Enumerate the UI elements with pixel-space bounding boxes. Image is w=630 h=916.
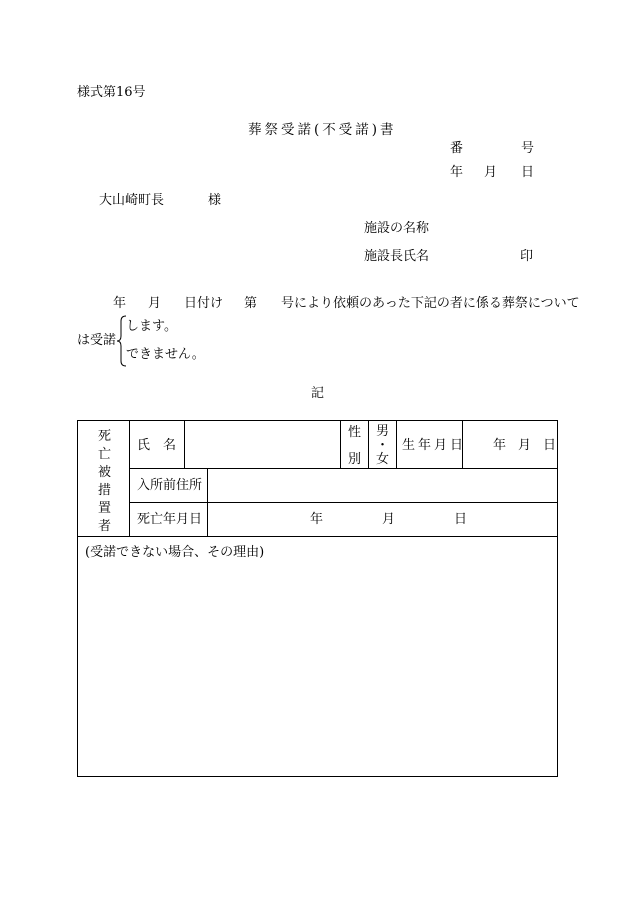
form-number: 様式第16号 bbox=[77, 85, 146, 100]
birthdate-month: 月 bbox=[518, 438, 532, 453]
deceased-label-char: 亡 bbox=[98, 447, 112, 462]
death-date-day: 日 bbox=[454, 512, 468, 527]
seal-mark: 印 bbox=[520, 249, 534, 264]
col-divider bbox=[396, 421, 397, 468]
death-date-label: 死亡年月日 bbox=[137, 512, 203, 527]
deceased-info-table bbox=[77, 420, 558, 777]
birthdate-label: 生年月日 bbox=[402, 438, 467, 453]
ki-heading: 記 bbox=[311, 386, 325, 401]
director-name-label: 施設長氏名 bbox=[364, 249, 430, 264]
body-prefix: は受諾 bbox=[77, 333, 117, 348]
option-accept: します。 bbox=[126, 319, 177, 334]
deceased-label-char: 者 bbox=[98, 519, 112, 534]
deceased-label-char: 死 bbox=[98, 429, 112, 444]
sex-option-dot: ・ bbox=[376, 438, 390, 453]
body-text: 号により依頼のあった下記の者に係る葬祭について bbox=[281, 296, 580, 311]
name-label: 氏 名 bbox=[137, 438, 177, 453]
body-dai: 第 bbox=[244, 296, 258, 311]
death-date-month: 月 bbox=[382, 512, 396, 527]
deceased-label-char: 被 bbox=[98, 465, 112, 480]
col-divider bbox=[184, 421, 185, 468]
document-title: 葬祭受諾(不受諾)書 bbox=[248, 122, 397, 138]
reason-field[interactable] bbox=[85, 566, 550, 766]
col-divider bbox=[368, 421, 369, 468]
name-field[interactable] bbox=[263, 439, 340, 453]
sex-label-char: 性 bbox=[348, 425, 362, 440]
death-date-year: 年 bbox=[310, 512, 324, 527]
facility-name-label: 施設の名称 bbox=[364, 221, 430, 236]
col-divider bbox=[340, 421, 341, 468]
prev-address-label: 入所前住所 bbox=[137, 478, 203, 493]
deceased-label-char: 措 bbox=[98, 483, 112, 498]
prev-address-field[interactable] bbox=[213, 476, 553, 496]
honorific: 様 bbox=[208, 193, 222, 208]
body-year: 年 bbox=[113, 296, 127, 311]
sex-option-male[interactable]: 男 bbox=[376, 424, 390, 439]
number-label: 番 bbox=[450, 141, 464, 156]
deceased-label-char: 置 bbox=[98, 501, 112, 516]
date-day-label: 日 bbox=[521, 165, 535, 180]
reason-label: (受諾できない場合、その理由) bbox=[85, 545, 265, 560]
option-decline: できません。 bbox=[126, 347, 205, 362]
birthdate-year: 年 bbox=[493, 438, 507, 453]
row-divider bbox=[129, 502, 558, 503]
col-divider bbox=[129, 421, 130, 536]
sex-option-female[interactable]: 女 bbox=[376, 452, 390, 467]
birthdate-day: 日 bbox=[543, 438, 557, 453]
col-divider bbox=[207, 468, 208, 536]
row-divider bbox=[78, 536, 558, 537]
date-year-label: 年 bbox=[450, 165, 464, 180]
addressee: 大山崎町長 bbox=[99, 193, 165, 208]
row-divider bbox=[129, 468, 558, 469]
date-month-label: 月 bbox=[484, 165, 498, 180]
sex-label-char: 別 bbox=[348, 452, 362, 467]
body-dated: 日付け bbox=[184, 296, 224, 311]
body-month: 月 bbox=[148, 296, 162, 311]
number-suffix: 号 bbox=[521, 141, 535, 156]
